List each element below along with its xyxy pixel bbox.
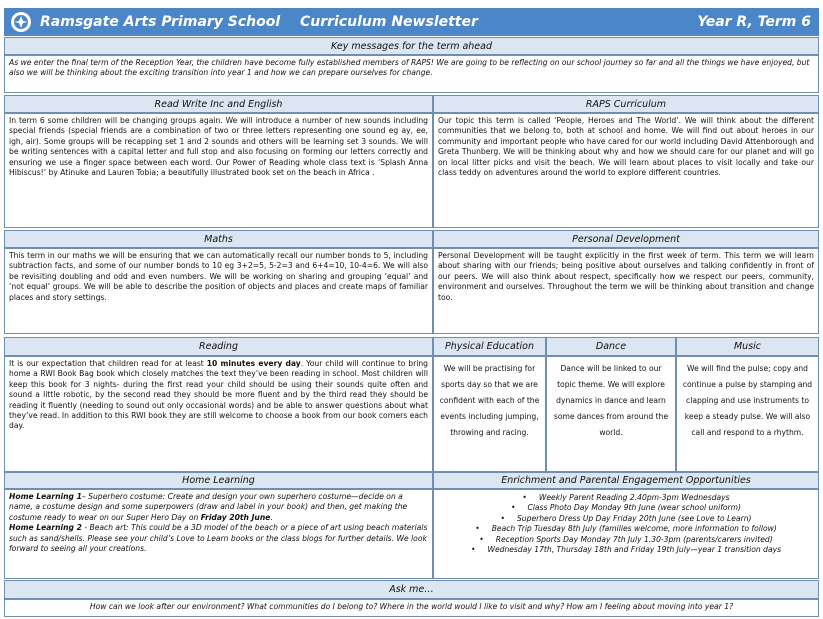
english-text: In term 6 some children will be changing groups again. We will introduce a number of new sounds including special friends (special friends are a combination of two or three letters representing one sound eg ay, ee, igh, air). Some groups will be recapping set 1 and 2 sounds and others will be learning set 3 sounds. We will be writing sentences with a capital letter and full stop and also focusing on forming our letters correctly and ensuring we use a finger space between each word. Our Power of Reading whole class text is ‘Splash Anna Hibiscus!’ by Atinuke and Lauren Tobia; a beautifully illustrated book set on the beach in Africa . — [4, 113, 433, 228]
ask-me-heading: Ask me… — [4, 580, 819, 599]
maths-text: This term in our maths we will be ensuring that we can automatically recall our number bonds to 5, including subtraction facts, and some of our number bonds to 10 eg 3+2=5, 5-2=3 and 6+4=10, 10-4=6. We will also be revisiting doubling and odd and even numbers. We will be working on sharing and grouping ‘equal’ and ‘not equal’ groups. We will be able to describe the position of objects and places and create maps of familiar places and story settings. — [4, 248, 433, 334]
list-item: • Beach Trip Tuesday 8th July (families welcome, more information to follow) — [438, 524, 814, 534]
enrichment-list-box — [433, 489, 819, 579]
school-logo-icon — [10, 11, 32, 33]
maths-heading: Maths — [4, 230, 433, 248]
dance-heading: Dance — [546, 337, 676, 356]
school-name: Ramsgate Arts Primary School — [40, 14, 281, 30]
enrichment-list — [438, 493, 814, 555]
term-label: Year R, Term 6 — [697, 14, 811, 30]
music-heading: Music — [676, 337, 819, 356]
list-item: • Wednesday 17th, Thursday 18th and Friday 19th July—year 1 transition days — [438, 545, 814, 555]
list-item: • Weekly Parent Reading 2.40pm-3pm Wednesdays — [438, 493, 814, 503]
home-learning-heading: Home Learning — [4, 472, 433, 489]
pe-text: We will be practising for sports day so that we are confident with each of the events including jumping, throwing and racing. — [433, 356, 546, 472]
dance-text: Dance will be linked to our topic theme. We will explore dynamics in dance and learn some dances from around the world. — [546, 356, 676, 472]
list-item: • Reception Sports Day Monday 7th July 1.30-3pm (parents/carers invited) — [438, 535, 814, 545]
enrichment-heading: Enrichment and Parental Engagement Opportunities — [433, 472, 819, 489]
reading-heading: Reading — [4, 337, 433, 356]
ask-me-text: How can we look after our environment? What communities do I belong to? Where in the world would I like to visit and why? How am I feeling about moving into year 1? — [4, 599, 819, 617]
key-messages-heading: Key messages for the term ahead — [4, 37, 819, 55]
list-item: • Superhero Dress Up Day Friday 20th June (see Love to Learn) — [438, 514, 814, 524]
pe-heading: Physical Education — [433, 337, 546, 356]
raps-text: Our topic this term is called ‘People, Heroes and The World’. We will think about the different communities that we belong to, both at school and home. We will find out about heroes in our community and important people who have cared for our world including David Attenborough and Greta Thunberg. We will be thinking about why and how we should care for our planet and will go on local litter picks and visit the beach. We will learn about places to visit locally and take our class teddy on adventures around the world to explore different countries. — [433, 113, 819, 228]
newsletter-title: Curriculum Newsletter — [300, 14, 478, 30]
pd-heading: Personal Development — [433, 230, 819, 248]
key-messages-text: As we enter the final term of the Reception Year, the children have become fully established members of RAPS! We are going to be reflecting on our school journey so far and all the things we have enjoyed, but also we will be thinking about the exciting transition into year 1 and how we can prepare ourselves for change. — [4, 55, 819, 93]
home-learning-text: Home Learning 1– Superhero costume: Create and design your own superhero costume—decide on a name, a costume design and some superpowers (draw and label in your book) and then, get making the costume ready to wear on our Super Hero Day on Friday 20th June. Home Learning 2 - Beach art: This could be a 3D model of the beach or a piece of art using beach materials such as sand/shells. Please see your child’s Love to Learn books or the class blogs for further details. We look forward to seeing all your creations. — [4, 489, 433, 579]
list-item: • Class Photo Day Monday 9th June (wear school uniform) — [438, 503, 814, 513]
raps-heading: RAPS Curriculum — [433, 95, 819, 113]
reading-text: It is our expectation that children read for at least 10 minutes every day. Your child will continue to bring home a RWI Book Bag book which closely matches the text they’ve been reading in school. Most children will keep this book for 3 nights- during the first read your child should be using their sounds quite often and sound a little robotic, by the second read they should be more fluent and by the third read they should be reading it fluently (needing to sound out only occasional words) and be able to answer questions about what they’ve read. In addition to this RWI book they are still welcome to choose a book from our book corners each day. — [4, 356, 433, 472]
english-heading: Read Write Inc and English — [4, 95, 433, 113]
music-text: We will find the pulse; copy and continue a pulse by stamping and clapping and use instruments to keep a steady pulse. We will also call and respond to a rhythm. — [676, 356, 819, 472]
pd-text: Personal Development will be taught explicitly in the first week of term. This term we will learn about sharing with our friends; being positive about ourselves and talking confidently in front of our peers. We will also think about respect, specifically how we respect our peers, community, environment and ourselves. Throughout the term we will be thinking about transition and change too. — [433, 248, 819, 334]
header-bar — [4, 8, 819, 36]
